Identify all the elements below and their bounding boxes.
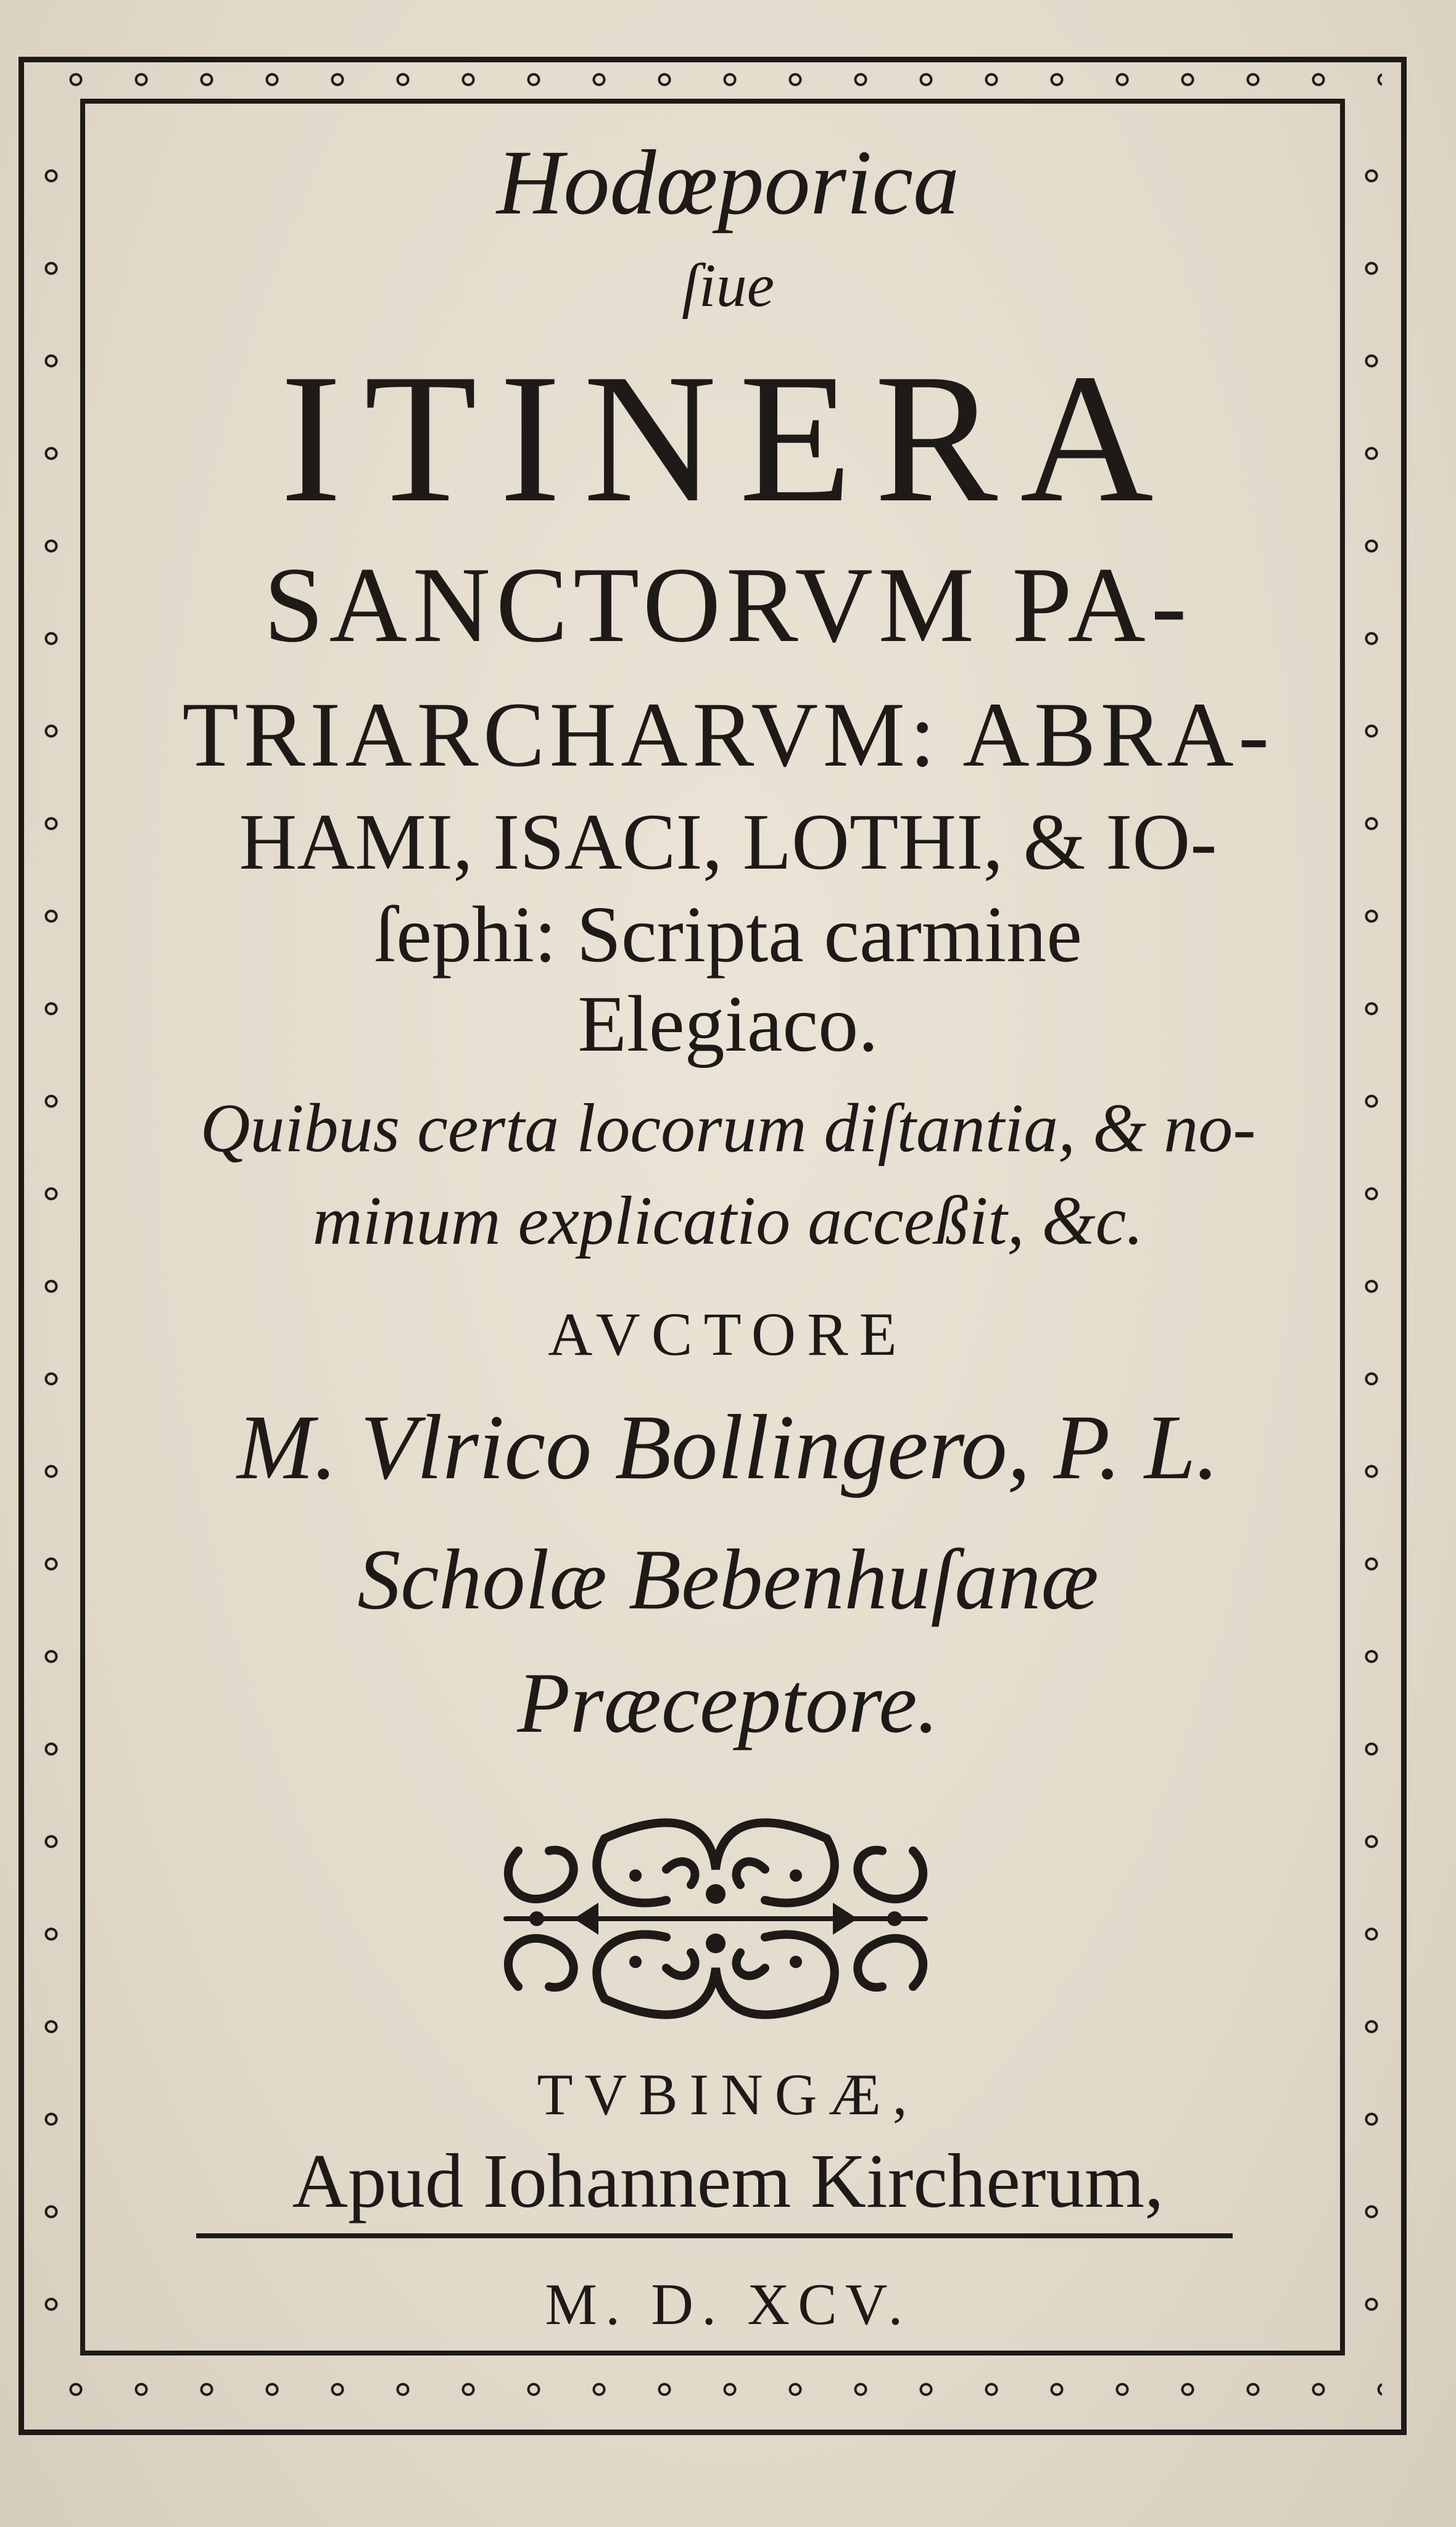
imprint-printer: Apud Iohannem Kircherum, [292,2139,1164,2224]
subtitle-minum: minum explicatio acceßit, &c. [312,1183,1144,1259]
imprint-rule [196,2233,1233,2238]
border-line-right-outer [1401,57,1407,2435]
author-school: Scholæ Bebenhuſanæ [357,1532,1099,1627]
title-names: HAMI, ISACI, LOTHI, & IO- [239,798,1217,887]
subtitle-quibus: Quibus certa locorum diſtantia, & no- [200,1090,1256,1167]
border-line-left-inner [80,99,85,2355]
title-scripta: ſephi: Scripta carmine [374,890,1082,979]
imprint-place: TVBINGÆ, [537,2062,919,2127]
title-patriarcharum: TRIARCHARVM: ABRA- [182,684,1274,786]
author-name: M. Vlrico Bollingero, P. L. [237,1396,1219,1499]
title-text-block [86,0,1370,2527]
imprint-date: M. D. XCV. [545,2272,911,2337]
author-title: Præceptore. [517,1655,939,1751]
title-itinera: ITINERA [280,336,1176,540]
author-label: AVCTORE [548,1300,908,1368]
title-elegiaco: Elegiaco. [577,980,879,1069]
dotted-band-left [37,111,65,2344]
title-sanctorum: SANCTORVM PA- [263,545,1193,664]
floral-printers-ornament-icon [481,1801,950,2036]
border-line-left-outer [19,57,24,2435]
title-siue: ſiue [682,251,774,320]
title-hodoeporica: Hodœporica [497,131,959,234]
